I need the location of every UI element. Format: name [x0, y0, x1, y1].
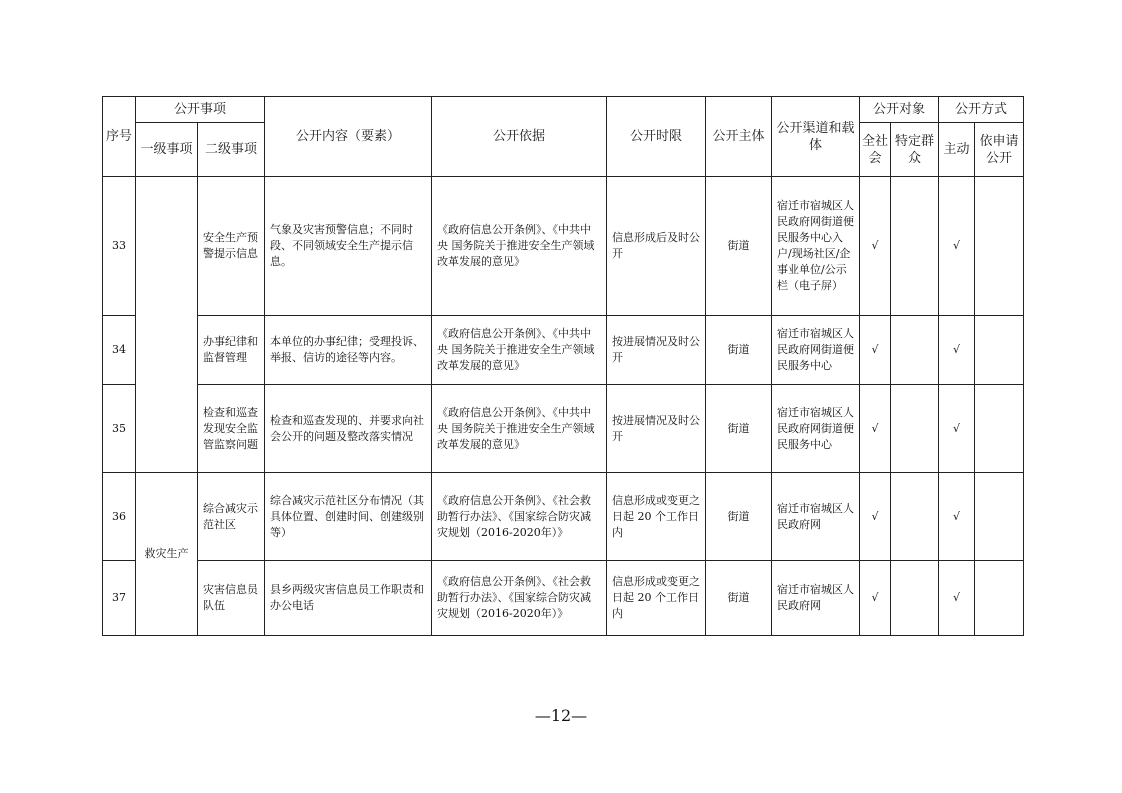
check-mark-request: [975, 385, 1024, 473]
row-time-limit: 信息形成后及时公开: [607, 177, 706, 316]
page-number: —12—: [534, 706, 588, 725]
row-seq: 33: [103, 177, 136, 316]
header-basis: 公开依据: [432, 97, 607, 177]
row-content: 检查和巡查发现的、并要求向社会公开的问题及整改落实情况: [265, 385, 432, 473]
check-mark-active: √: [939, 473, 975, 561]
table-row: [103, 316, 1024, 385]
row-basis: 《政府信息公开条例》、《社会救助暂行办法》、《国家综合防灾减灾规划（2016-2020年）》: [432, 561, 607, 636]
header-seq: 序号: [103, 97, 136, 177]
row-subject: 街道: [706, 385, 772, 473]
row-basis: 《政府信息公开条例》、《中共中央 国务院关于推进安全生产领域改革发展的意见》: [432, 177, 607, 316]
row-level2: 综合减灾示范社区: [198, 473, 265, 561]
row-level2: 安全生产预警提示信息: [198, 177, 265, 316]
header-audience: 公开对象: [860, 97, 939, 123]
row-channel: 宿迁市宿城区人民政府网街道便民服务中心: [772, 385, 860, 473]
row-subject: 街道: [706, 473, 772, 561]
row-time-limit: 信息形成或变更之日起 20 个工作日内: [607, 561, 706, 636]
check-mark-active: √: [939, 385, 975, 473]
row-seq: 36: [103, 473, 136, 561]
level1-cell: [136, 177, 198, 473]
row-seq: 37: [103, 561, 136, 636]
check-mark-request: [975, 177, 1024, 316]
row-content: 气象及灾害预警信息；不同时段、不同领域安全生产提示信息。: [265, 177, 432, 316]
header-level1: 一级事项: [136, 123, 198, 177]
level1-cell: 救灾生产: [136, 473, 198, 636]
row-time-limit: 按进展情况及时公开: [607, 385, 706, 473]
check-mark-request: [975, 561, 1024, 636]
row-channel: 宿迁市宿城区人民政府网: [772, 561, 860, 636]
row-subject: 街道: [706, 561, 772, 636]
disclosure-table: [102, 96, 1024, 636]
check-mark-specific: [891, 385, 939, 473]
check-mark-all: √: [860, 385, 891, 473]
header-time-limit: 公开时限: [607, 97, 706, 177]
table-row: [103, 177, 1024, 316]
check-mark-specific: [891, 561, 939, 636]
check-mark-all: √: [860, 561, 891, 636]
row-level2: 办事纪律和监督管理: [198, 316, 265, 385]
header-audience-all: 全社会: [860, 123, 891, 177]
check-mark-all: √: [860, 473, 891, 561]
row-subject: 街道: [706, 177, 772, 316]
row-channel: 宿迁市宿城区人民政府网: [772, 473, 860, 561]
row-subject: 街道: [706, 316, 772, 385]
check-mark-specific: [891, 473, 939, 561]
check-mark-specific: [891, 316, 939, 385]
check-mark-specific: [891, 177, 939, 316]
row-time-limit: 按进展情况及时公开: [607, 316, 706, 385]
table-row: [103, 473, 1024, 561]
row-channel: 宿迁市宿城区人民政府网街道便民服务中心: [772, 316, 860, 385]
row-content: 县乡两级灾害信息员工作职责和办公电话: [265, 561, 432, 636]
header-content: 公开内容（要素）: [265, 97, 432, 177]
check-mark-all: √: [860, 177, 891, 316]
row-channel: 宿迁市宿城区人民政府网街道便民服务中心入户/现场社区/企事业单位/公示栏（电子屏）: [772, 177, 860, 316]
header-method-active: 主动: [939, 123, 975, 177]
row-time-limit: 信息形成或变更之日起 20 个工作日内: [607, 473, 706, 561]
table-row: [103, 385, 1024, 473]
table-row: [103, 561, 1024, 636]
row-content: 综合减灾示范社区分布情况（其具体位置、创建时间、创建级别等）: [265, 473, 432, 561]
header-channel: 公开渠道和载体: [772, 97, 860, 177]
header-audience-specific: 特定群众: [891, 123, 939, 177]
row-level2: 灾害信息员队伍: [198, 561, 265, 636]
row-basis: 《政府信息公开条例》、《社会救助暂行办法》、《国家综合防灾减灾规划（2016-2020年）》: [432, 473, 607, 561]
check-mark-request: [975, 473, 1024, 561]
check-mark-all: √: [860, 316, 891, 385]
check-mark-request: [975, 316, 1024, 385]
row-seq: 35: [103, 385, 136, 473]
header-method: 公开方式: [939, 97, 1024, 123]
header-disclosure-items: 公开事项: [136, 97, 265, 123]
row-basis: 《政府信息公开条例》、《中共中央 国务院关于推进安全生产领域改革发展的意见》: [432, 316, 607, 385]
header-method-request: 依申请公开: [975, 123, 1024, 177]
row-content: 本单位的办事纪律；受理投诉、举报、信访的途径等内容。: [265, 316, 432, 385]
check-mark-active: √: [939, 316, 975, 385]
row-basis: 《政府信息公开条例》、《中共中央 国务院关于推进安全生产领域改革发展的意见》: [432, 385, 607, 473]
header-level2: 二级事项: [198, 123, 265, 177]
row-level2: 检查和巡查发现安全监管监察问题: [198, 385, 265, 473]
check-mark-active: √: [939, 177, 975, 316]
row-seq: 34: [103, 316, 136, 385]
check-mark-active: √: [939, 561, 975, 636]
header-subject: 公开主体: [706, 97, 772, 177]
